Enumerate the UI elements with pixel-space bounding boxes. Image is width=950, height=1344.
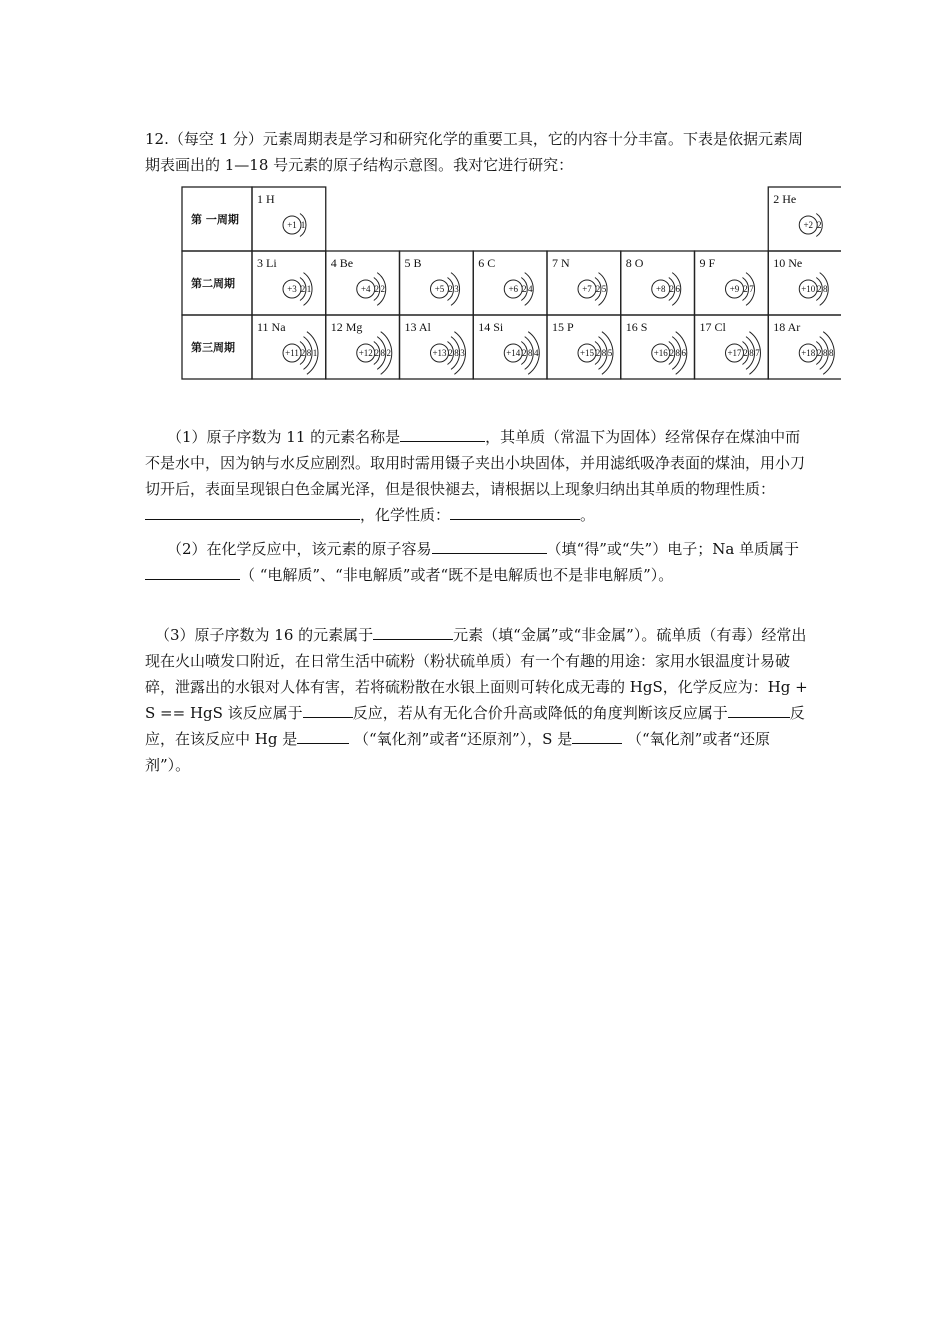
- q1-answer-blank-chemical[interactable]: [450, 504, 580, 520]
- q1-text-c: ，化学性质：: [360, 506, 451, 524]
- q2-answer-blank-electrolyte[interactable]: [145, 564, 240, 580]
- shell-electron-count: 1: [300, 220, 306, 230]
- shell-electron-count: 2: [817, 284, 822, 294]
- shell-electron-count: 8: [454, 348, 459, 358]
- shell-electron-count: 8: [829, 348, 834, 358]
- q3-text-a: （3）原子序数为 16 的元素属于: [155, 626, 374, 644]
- nucleus-charge: +3: [287, 284, 297, 294]
- shell-electron-count: 8: [601, 348, 607, 358]
- q3-text-f: （“氧化剂”或者“还原剂”）。: [145, 730, 771, 774]
- shell-electron-count: 2: [380, 284, 385, 294]
- shell-electron-count: 4: [528, 284, 533, 294]
- question-intro: 12.（每空 1 分）元素周期表是学习和研究化学的重要工具，它的内容十分丰富。下表是依据元素周期表画出的 1—18 号元素的原子结构示意图。我对它进行研究：: [145, 130, 803, 174]
- shell-electron-count: 8: [823, 284, 828, 294]
- shell-electron-count: 3: [460, 348, 465, 358]
- question-3: [145, 622, 810, 778]
- shell-electron-count: 2: [374, 348, 379, 358]
- nucleus-charge: +10: [801, 284, 816, 294]
- nucleus-charge: +16: [653, 348, 668, 358]
- q1-text-a: （1）原子序数为 11 的元素名称是: [167, 428, 401, 446]
- q3-answer-blank-reaction-type[interactable]: [303, 702, 353, 718]
- q3-text-c: 反应，若从有无化合价升高或降低的角度判断该反应属于: [352, 704, 728, 722]
- shell-electron-count: 2: [300, 348, 306, 358]
- q1-text-d: 。: [580, 506, 596, 524]
- nucleus-charge: +8: [655, 284, 666, 294]
- element-label: 8 O: [625, 256, 644, 270]
- element-label: 10 Ne: [773, 256, 803, 270]
- nucleus-charge: +14: [506, 348, 521, 358]
- question-2: [145, 536, 810, 588]
- row-header-label: 第三周期: [191, 341, 235, 354]
- element-label: 6 C: [478, 256, 496, 270]
- shell-electron-count: 2: [448, 348, 453, 358]
- q2-text-a: （2）在化学反应中，该元素的原子容易: [167, 540, 432, 558]
- q3-text-d: 反应，在该反应中 Hg 是: [145, 704, 805, 748]
- element-label: 17 Cl: [699, 320, 726, 334]
- element-label: 9 F: [699, 256, 716, 270]
- element-label: 2 He: [773, 192, 797, 206]
- shell-electron-count: 2: [522, 348, 527, 358]
- nucleus-charge: +5: [434, 284, 445, 294]
- element-label: 16 S: [625, 320, 648, 334]
- shell-electron-count: 2: [817, 348, 822, 358]
- shell-electron-count: 5: [601, 284, 607, 294]
- nucleus-charge: +4: [360, 284, 371, 294]
- row-header-label: 第二周期: [191, 277, 235, 290]
- q2-answer-blank-gain-lose[interactable]: [432, 538, 547, 554]
- shell-electron-count: 1: [306, 284, 312, 294]
- element-label: 5 B: [404, 256, 422, 270]
- nucleus-charge: +13: [432, 348, 447, 358]
- nucleus-charge: +2: [803, 220, 814, 230]
- nucleus-charge: +6: [508, 284, 519, 294]
- shell-electron-count: 2: [300, 284, 306, 294]
- shell-electron-count: 8: [306, 348, 312, 358]
- nucleus-charge: +18: [801, 348, 816, 358]
- nucleus-charge: +1: [287, 220, 297, 230]
- shell-electron-count: 7: [749, 284, 754, 294]
- question-1: [145, 424, 810, 528]
- shell-electron-count: 8: [380, 348, 385, 358]
- row-header-label: 第 一周期: [191, 213, 239, 226]
- shell-electron-count: 2: [743, 348, 748, 358]
- shell-electron-count: 2: [374, 284, 379, 294]
- shell-electron-count: 5: [607, 348, 613, 358]
- shell-electron-count: 2: [669, 284, 674, 294]
- nucleus-charge: +17: [727, 348, 742, 358]
- shell-electron-count: 2: [669, 348, 674, 358]
- nucleus-charge: +15: [579, 348, 595, 358]
- nucleus-charge: +11: [285, 348, 299, 358]
- element-label: 3 Li: [257, 256, 277, 270]
- shell-electron-count: 3: [454, 284, 459, 294]
- element-label: 18 Ar: [773, 320, 801, 334]
- element-label: 12 Mg: [330, 320, 363, 334]
- element-label: 7 N: [552, 256, 570, 270]
- nucleus-charge: +12: [358, 348, 373, 358]
- shell-electron-count: 2: [386, 348, 391, 358]
- element-label: 11 Na: [257, 320, 286, 334]
- q2-text-c: （ “电解质”、“非电解质”或者“既不是电解质也不是非电解质”）。: [240, 566, 674, 584]
- shell-electron-count: 1: [312, 348, 318, 358]
- shell-electron-count: 6: [675, 284, 680, 294]
- element-label: 4 Be: [330, 256, 354, 270]
- q3-answer-blank-element-type[interactable]: [373, 624, 453, 640]
- shell-electron-count: 2: [595, 348, 601, 358]
- q3-answer-blank-s-role[interactable]: [572, 728, 622, 744]
- q3-answer-blank-redox[interactable]: [728, 702, 790, 718]
- q3-answer-blank-hg-role[interactable]: [297, 728, 349, 744]
- shell-electron-count: 8: [528, 348, 533, 358]
- q1-text-b: ，其单质（常温下为固体）经常保存在煤油中而不是水中，因为钠与水反应剧烈。取用时需用镊子夹出小块固体，并用滤纸吸净表面的煤油，用小刀切开后，表面呈现银白色金属光泽，但是很快褪去，请根据以上现象归纳出其单质的物理性质：: [145, 428, 806, 498]
- q3-text-b: 元素（填“金属”或“非金属”）。硫单质（有毒）经常出现在火山喷发口附近，在日常生活中硫粉（粉状硫单质）有一个有趣的用途：家用水银温度计易破碎，泄露出的水银对人体有害，若将硫粉散在水银上面则可转化成无毒的 HgS，化学反应为：Hg + S == HgS 该反应属于: [145, 626, 808, 722]
- periodic-table-figure: [181, 185, 841, 380]
- nucleus-charge: +7: [582, 284, 592, 294]
- shell-electron-count: 6: [681, 348, 686, 358]
- nucleus-charge: +9: [729, 284, 740, 294]
- q3-text-e: （“氧化剂”或者“还原剂”），S 是: [349, 730, 573, 748]
- shell-electron-count: 2: [595, 284, 601, 294]
- shell-electron-count: 8: [823, 348, 828, 358]
- element-label: 1 H: [257, 192, 275, 206]
- shell-electron-count: 4: [534, 348, 539, 358]
- q2-text-b: （填“得”或“失”）电子；Na 单质属于: [546, 540, 800, 558]
- shell-electron-count: 2: [817, 220, 822, 230]
- shell-electron-count: 7: [755, 348, 760, 358]
- shell-electron-count: 8: [749, 348, 754, 358]
- shell-electron-count: 2: [522, 284, 527, 294]
- element-label: 14 Si: [478, 320, 504, 334]
- element-label: 13 Al: [404, 320, 431, 334]
- atomic-structure-table: [181, 185, 841, 380]
- shell-electron-count: 8: [675, 348, 680, 358]
- q1-answer-blank-name[interactable]: [400, 426, 485, 442]
- shell-electron-count: 2: [743, 284, 748, 294]
- q1-answer-blank-physical[interactable]: [145, 504, 360, 520]
- element-label: 15 P: [552, 320, 574, 334]
- shell-electron-count: 2: [448, 284, 453, 294]
